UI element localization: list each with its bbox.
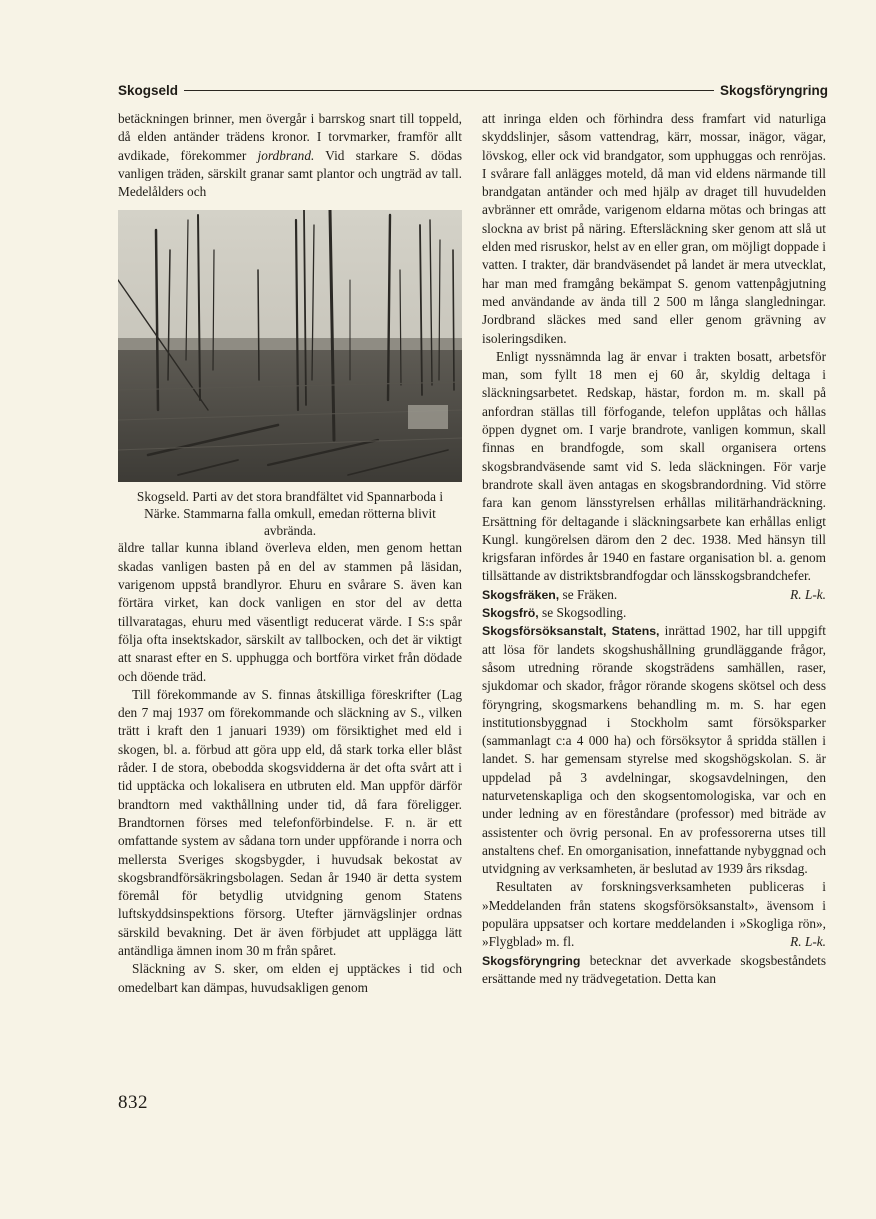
entry-skogsforyngring bbox=[482, 952, 826, 989]
entry-skogsforsoksanstalt bbox=[482, 622, 826, 878]
header-left-keyword: Skogseld bbox=[118, 82, 179, 98]
running-header bbox=[118, 80, 828, 100]
entry-text: betecknar det avverkade skogsbeståndets ersättande med ny trädvegetation. Detta kan bbox=[482, 952, 826, 986]
entry-headword: Skogsföryngring bbox=[482, 953, 581, 968]
left-paragraph-3: Till förekommande av S. finnas åtskilliga föreskrifter (Lag den 7 maj 1937 om förekommande och släckning av S., vilken trätt i kraft den 1 januari 1939) om försiktighet med eld i skogen, bl. a. förbud att göra upp eld, då stark torka eller blåst råder. I de stora, obebodda skogsvidderna är det ofta svårt att i tid upptäcka och lokalisera en utbruten eld. Man uppför därför brandtorn med vakthållning under tid, då fara föreligger. Brandtornen förses med telefonförbindelse. F. n. är ett omfattande system av sådana torn under uppförande i norra och mellersta Sveriges skogsbygder, i huvudsak bekostat av skogsbrandförsäkringsbolagen. Sedan år 1940 är detta system föremål för betydlig utvidgning genom Statens luftskyddsinspektions försorg. Utefter järnvägslinjer ordnas särskild bevakning. Det är även förbjudet att upplägga lätt antändliga ämnen inom 30 m från spåret. bbox=[118, 686, 462, 959]
entry-headword: Skogsförsöksanstalt, Statens, bbox=[482, 624, 660, 639]
header-rule bbox=[184, 90, 714, 91]
entry-skogsforsoksanstalt-p2 bbox=[482, 878, 826, 951]
entry-text: se Fräken. bbox=[559, 586, 618, 602]
header-right-keyword: Skogsföryngring bbox=[719, 82, 828, 98]
entry-headword: Skogsfräken, bbox=[482, 587, 560, 602]
burnt-forest-image bbox=[118, 210, 462, 482]
entry-headword: Skogsfrö, bbox=[482, 606, 539, 621]
forest-fire-photo bbox=[118, 210, 462, 482]
text-run: Resultaten av forskningsverksamheten publiceras i »Meddelanden från statens skogsförsöksanstalt», ävensom i populära uppsatser och kortare meddelanden i »Skogliga rön», »Flygblad» m. fl. bbox=[482, 879, 826, 950]
author-signature: R. L-k. bbox=[790, 934, 826, 950]
right-paragraph-1: att inringa elden och förhindra dess framfart vid naturliga skyddslinjer, såsom vattendrag, kärr, mossar, inägor, vägar, lövskog, eller ock vid brandgator, som upphuggas och renröjas. I svårare fall anlägges moteld, då man vid eldens närmande till brandgatan antänder och med hjälp av draget till huvudelden avbränner ett område, varigenom eldarna mötas och bringas att slockna av brist på näring. Eftersläckning sker genom att slå ut elden med risruskor, helst av en eller gran, om möjligt doppade i vatten. I trakter, där brandväsendet på landet är mera utvecklat, har man med framgång bekämpat S. genom vattenpågjutning med användande av ända till 2 500 m långa slangledningar. Jordbrand släckes med sand eller genom grävning av isoleringsdiken. bbox=[482, 111, 826, 346]
entry-text: se Skogsodling. bbox=[538, 605, 627, 621]
left-paragraph-1 bbox=[118, 110, 462, 201]
entry-skogsfro bbox=[482, 604, 826, 622]
italic-term: jordbrand. bbox=[257, 147, 315, 163]
text-run: betäckningen brinner, men övergår i barrskog snart till toppeld, då elden antänder trädens kronor. I torvmarker, framför allt avdikade, förekommer bbox=[118, 111, 462, 163]
text-run: Vid starkare S. dödas vanligen träden, särskilt granar samt plantor och ungträd av tall. Medelålders och bbox=[118, 147, 462, 200]
left-column bbox=[118, 110, 462, 997]
left-paragraph-4: Släckning av S. sker, om elden ej upptäckes i tid och omedelbart kan dämpas, huvudsakligen genom bbox=[118, 961, 462, 995]
text-run: Enligt nyssnämnda lag är envar i trakten bosatt, arbetsför man, som fyllt 18 men ej 60 år, skyldig deltaga i släckningsarbetet. Redskap, hästar, fordon m. m. skall på anfordran ställas till förfogande, telefon upplåtas och hållas öppen dygnet om. I varje brandrote, vanligen kommun, skall finnas en brandfogde, som skall organisera ortens skogsbrandväsende samt vid S. leda släckningen. För varje brandrote skall även antagas en skogsbrandordning. Vid större fara kan genom länsstyrelsen erhållas militärhandräckning. Ersättning för deltagande i släckningsarbete kan erhållas enligt Kungl. kungörelsen därom den 2 dec. 1938. Med hänsyn till krigsfaran infördes år 1940 en fastare organisation bl. a. genom tillsättande av distriktsbrandfogdar och länsskogsbrandchefer. bbox=[482, 348, 826, 584]
left-paragraph-2: äldre tallar kunna ibland överleva elden, men genom hettan skadas vanligen basten på en del av stammen på läsidan, varigenom uppstå brandlyror. Ehuru en svårare S. även kan förtära virket, kan dock vanligen en stor del av detta tillvaratagas, ehuru med väsentligt reducerat värde. I S:s spår följa ofta insektskador, särskilt av tallbocken, och det är viktigt att snarast efter en S. upphugga och bortföra virket från dödade och döende träd. bbox=[118, 540, 462, 684]
photo-caption: Skogseld. Parti av det stora brandfältet vid Spannarboda i Närke. Stammarna falla omkull, emedan rötterna blivit avbrända. bbox=[136, 489, 444, 539]
author-signature: R. L-k. bbox=[790, 586, 826, 602]
entry-text: inrättad 1902, har till uppgift att lösa för landets skogshushållning grundläggande frågor, såsom utredning rörande skogsträdens samhällen, raser, sjukdomar och skador, frågor rörande skogens skötsel och dess föryngring, skogsmarkens behandling m. m. S. har egen institutionsbyggnad i Stockholm samt försöksparker (sammanlagt c:a 4 000 ha) och försöksytor å spridda ställen i landet. S. har gemensam styrelse med skogshögskolan. S. är uppdelad på 3 avdelningar, skogsavdelningen, den naturvetenskapliga och den skogsentomologiska, var och en under ledning av en föreståndare (professor) med biträde av assistenter och övrig personal. En av professorerna utses till anstaltens chef. En omorganisation, innefattande nybyggnad och utvidgning av verksamheten, är beslutad av 1939 års riksdag. bbox=[482, 623, 826, 877]
right-column bbox=[482, 110, 826, 988]
entry-skogsfraken bbox=[482, 586, 826, 604]
page-number: 832 bbox=[118, 1092, 148, 1113]
